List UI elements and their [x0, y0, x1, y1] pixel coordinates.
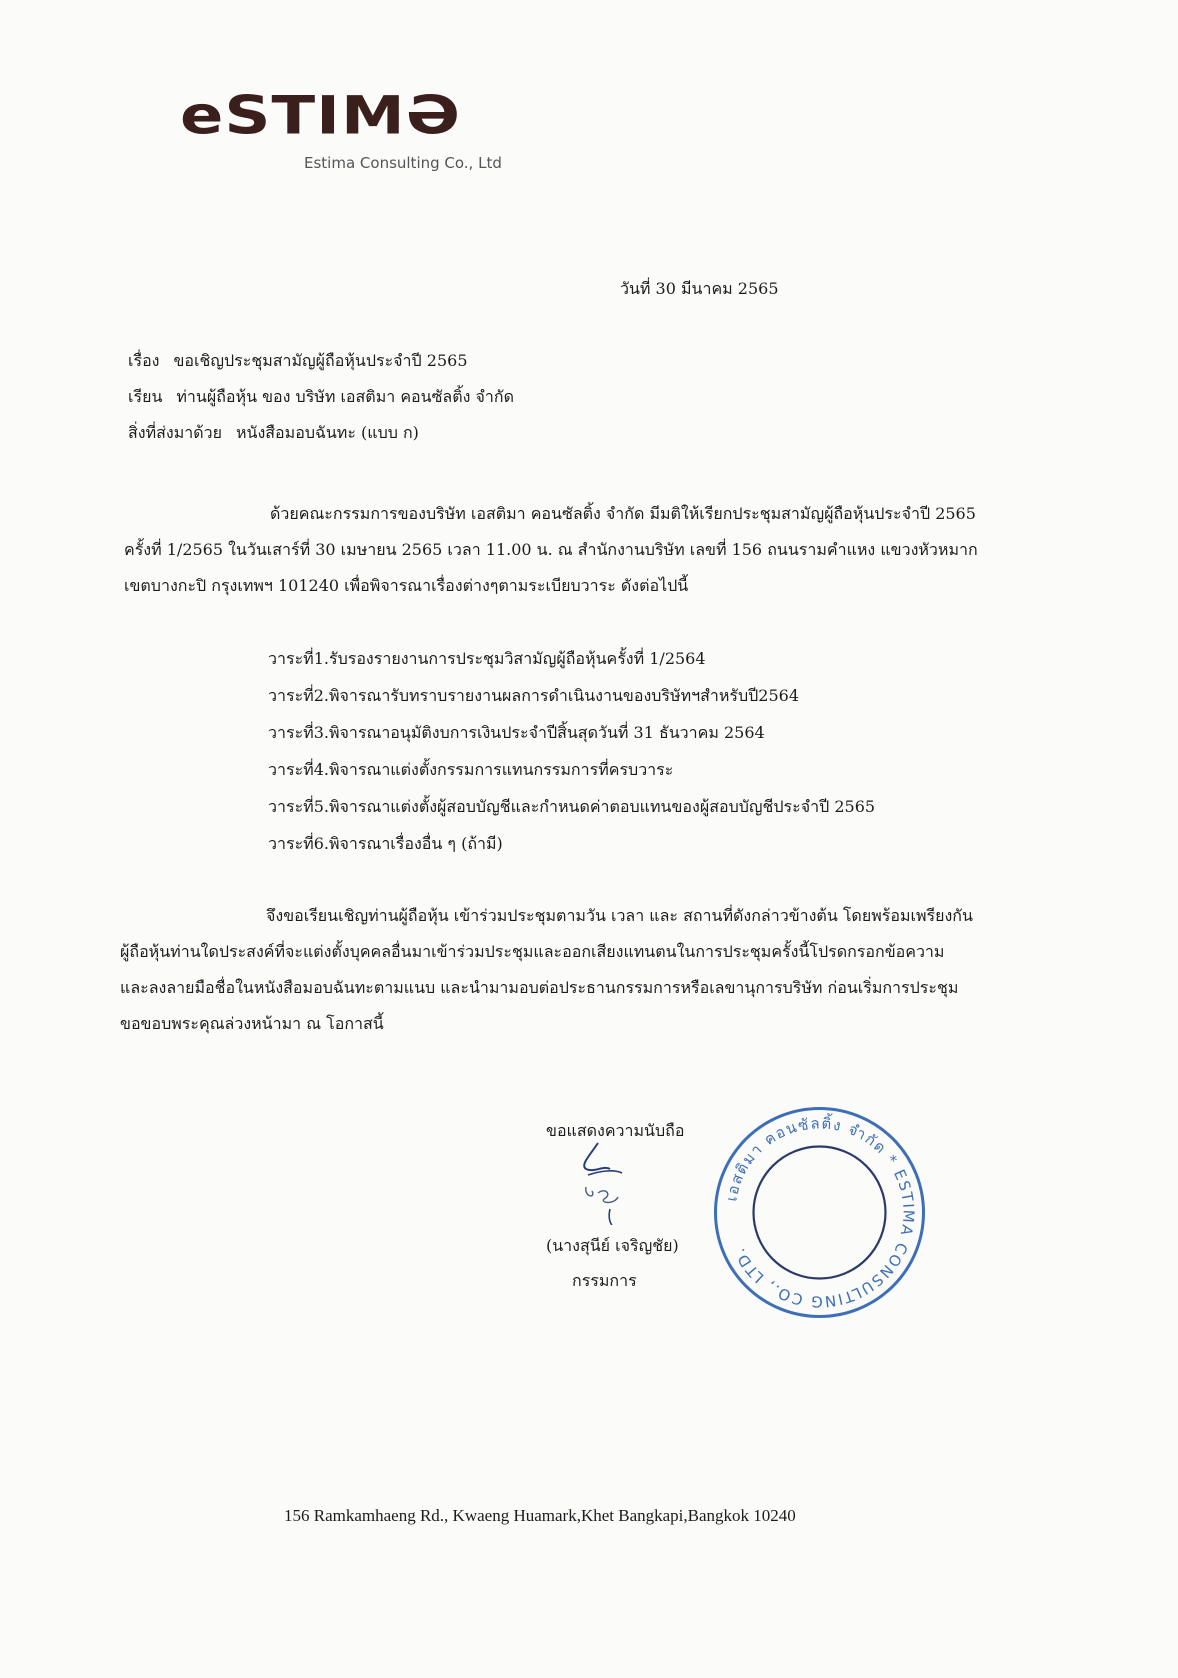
recipient-line	[128, 386, 514, 408]
agenda-item: วาระที่1.รับรองรายงานการประชุมวิสามัญผู้ถือหุ้นครั้งที่ 1/2564	[268, 649, 706, 668]
svg-text:เอสติมา คอนซัลติ้ง จำกัด * EST	[722, 1112, 917, 1310]
signatory-name: (นางสุนีย์ เจริญชัย)	[546, 1236, 679, 1255]
closing-phrase: ขอแสดงความนับถือ	[546, 1121, 685, 1140]
enclosure-label: สิ่งที่ส่งมาด้วย	[128, 423, 222, 442]
body-line: ขอขอบพระคุณล่วงหน้ามา ณ โอกาสนี้	[120, 1014, 384, 1033]
body-line: จึงขอเรียนเชิญท่านผู้ถือหุ้น เข้าร่วมประชุมตามวัน เวลา และ สถานที่ดังกล่าวข้างต้น โดยพร้อมเพรียงกัน	[266, 906, 973, 925]
body-line: ผู้ถือหุ้นท่านใดประสงค์ที่จะแต่งตั้งบุคคลอื่นมาเข้าร่วมประชุมและออกเสียงแทนตนในการประชุมครั้งนี้โปรดกรอกข้อความ	[120, 942, 945, 961]
letter-date: วันที่ 30 มีนาคม 2565	[620, 279, 779, 298]
company-logo	[180, 85, 510, 172]
stamp-text: เอสติมา คอนซัลติ้ง จำกัด * ESTIMA CONSULTING CO., LTD.	[722, 1114, 918, 1311]
logo-company-name: Estima Consulting Co., Ltd	[304, 154, 502, 172]
agenda-item: วาระที่2.พิจารณารับทราบรายงานผลการดำเนินงานของบริษัทฯสำหรับปี2564	[268, 686, 800, 705]
company-address: 156 Ramkamhaeng Rd., Kwaeng Huamark,Khet Bangkapi,Bangkok 10240	[284, 1506, 796, 1525]
enclosure-line	[128, 422, 419, 444]
intro-paragraph	[124, 496, 978, 604]
logo-wordmark: eSTIMƏ	[180, 85, 461, 147]
company-seal-stamp	[712, 1105, 927, 1320]
subject-text: ขอเชิญประชุมสามัญผู้ถือหุ้นประจำปี 2565	[173, 351, 468, 370]
recipient-text: ท่านผู้ถือหุ้น ของ บริษัท เอสติมา คอนซัลติ้ง จำกัด	[176, 387, 514, 406]
agenda-item: วาระที่3.พิจารณาอนุมัติงบการเงินประจำปีสิ้นสุดวันที่ 31 ธันวาคม 2564	[268, 723, 765, 742]
recipient-label: เรียน	[128, 387, 163, 406]
intro-line: เขตบางกะปิ กรุงเทพฯ 101240 เพื่อพิจารณาเรื่องต่างๆตามระเบียบวาระ ดังต่อไปนี้	[124, 576, 689, 595]
signatory-title: กรรมการ	[572, 1271, 637, 1290]
subject-label: เรื่อง	[128, 351, 160, 370]
agenda-item: วาระที่6.พิจารณาเรื่องอื่น ๆ (ถ้ามี)	[268, 834, 503, 853]
agenda-list	[268, 640, 875, 862]
agenda-item: วาระที่4.พิจารณาแต่งตั้งกรรมการแทนกรรมการที่ครบวาระ	[268, 760, 674, 779]
body-line: และลงลายมือชื่อในหนังสือมอบฉันทะตามแนบ และนำมามอบต่อประธานกรรมการหรือเลขานุการบริษัท ก่อนเริ่มการประชุม	[120, 978, 959, 997]
handwritten-signature	[570, 1135, 660, 1225]
subject-line	[128, 350, 468, 372]
invitation-paragraph	[120, 898, 973, 1042]
enclosure-text: หนังสือมอบฉันทะ (แบบ ก)	[235, 423, 419, 442]
intro-line: ด้วยคณะกรรมการของบริษัท เอสติมา คอนซัลติ้ง จำกัด มีมติให้เรียกประชุมสามัญผู้ถือหุ้นประจำปี 2565	[270, 504, 976, 523]
intro-line: ครั้งที่ 1/2565 ในวันเสาร์ที่ 30 เมษายน 2565 เวลา 11.00 น. ณ สำนักงานบริษัท เลขที่ 156 ถนนรามคำแหง แขวงหัวหมาก	[124, 540, 978, 559]
agenda-item: วาระที่5.พิจารณาแต่งตั้งผู้สอบบัญชีและกำหนดค่าตอบแทนของผู้สอบบัญชีประจำปี 2565	[268, 797, 876, 816]
